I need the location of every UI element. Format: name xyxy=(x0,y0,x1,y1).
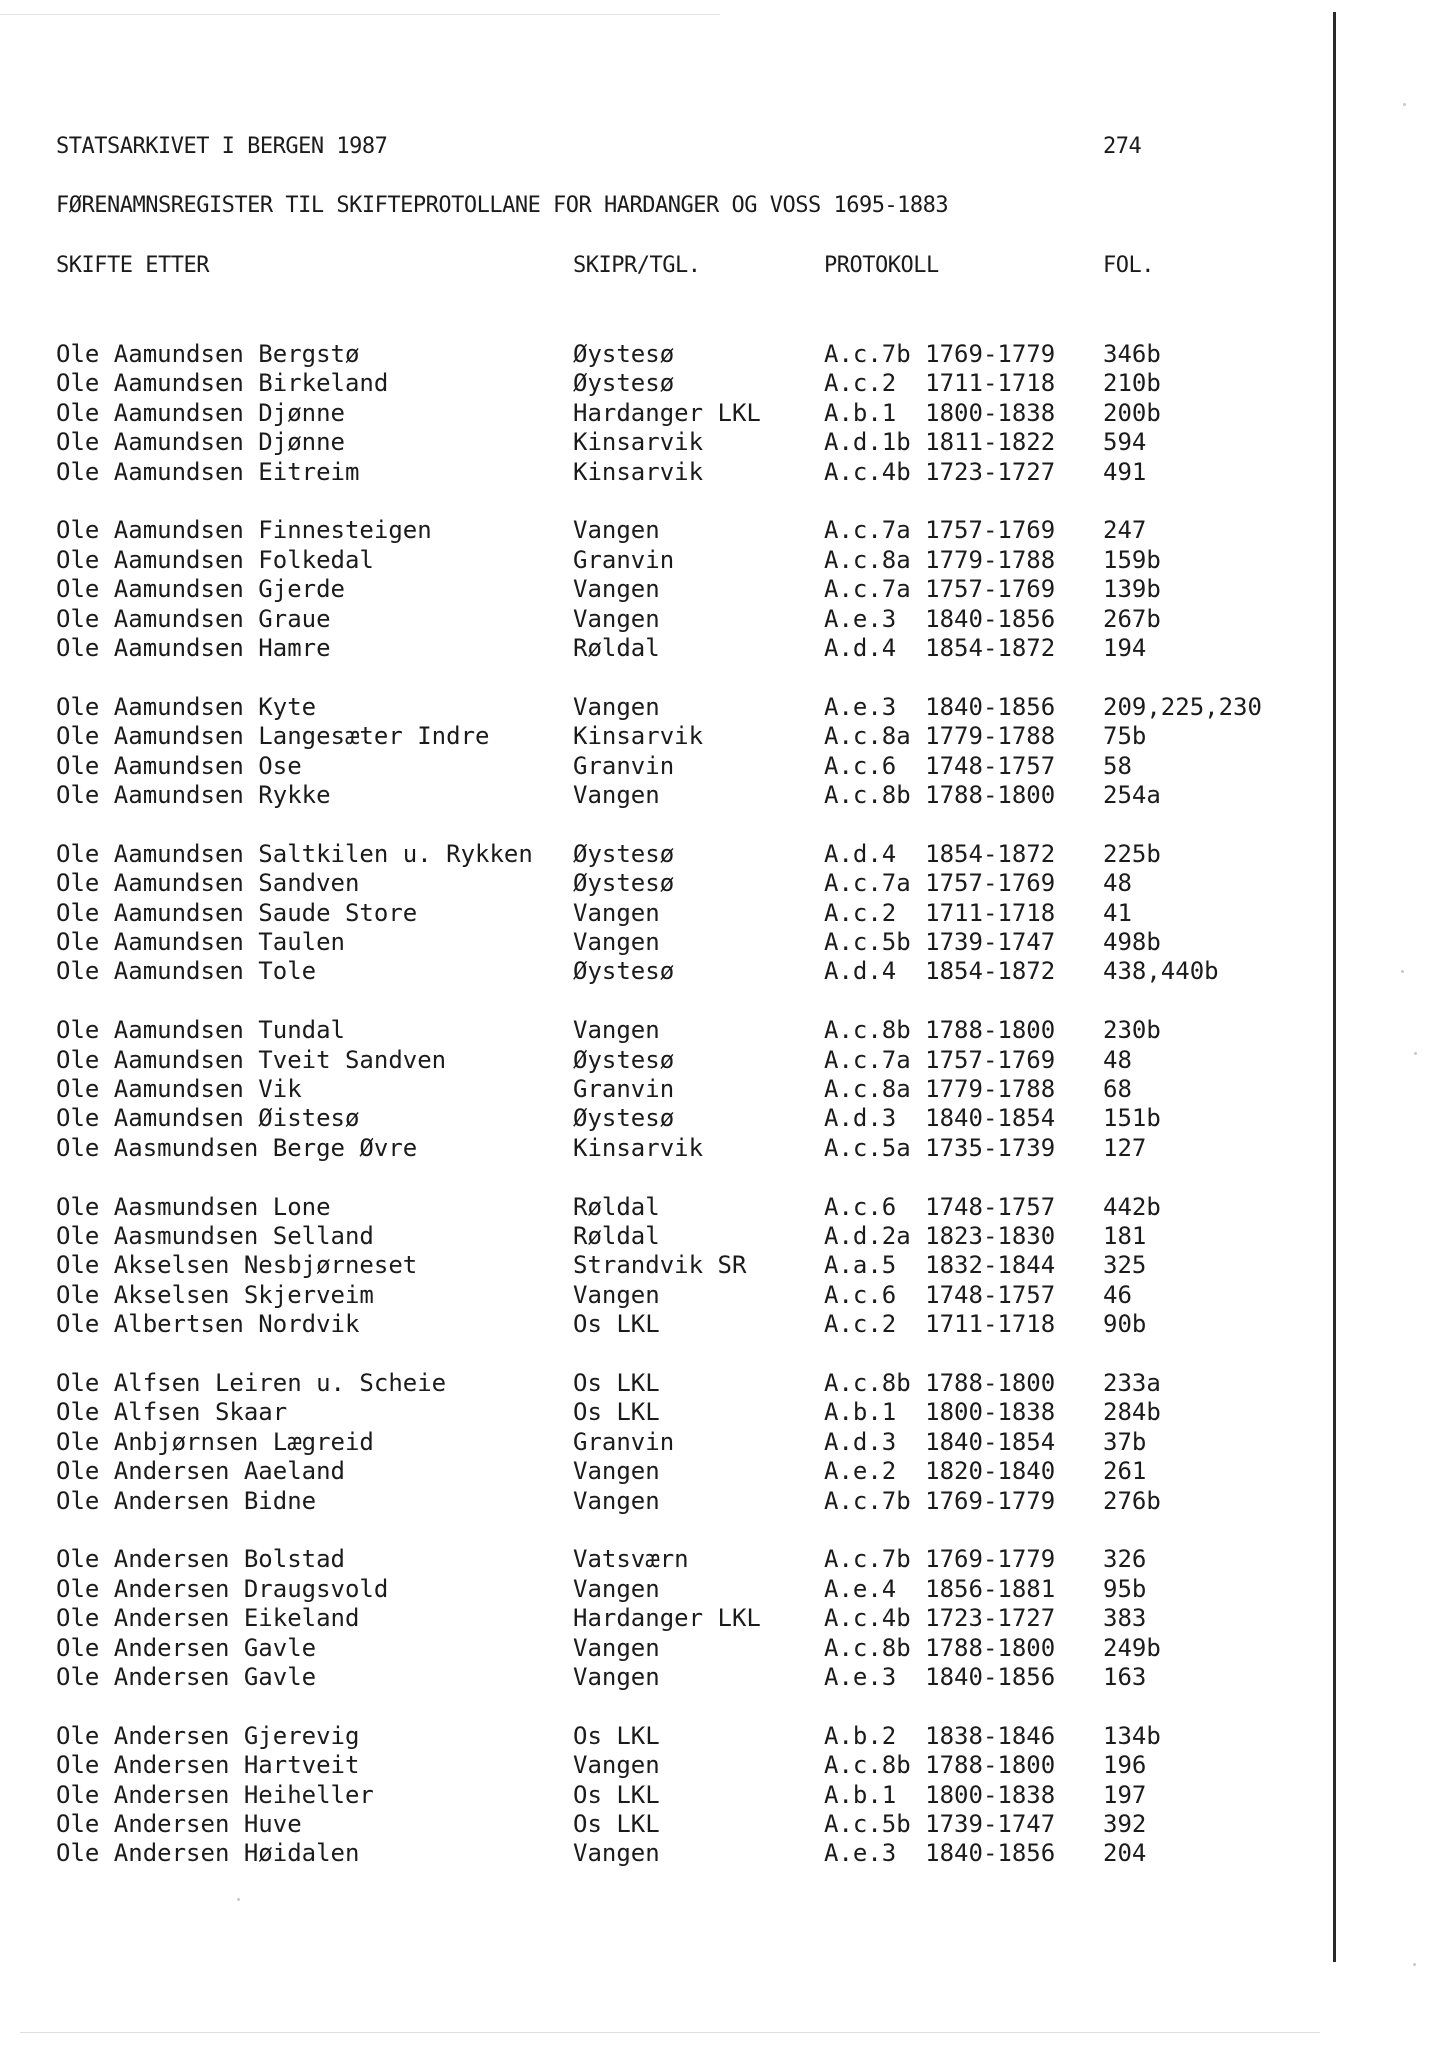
page-number: 274 xyxy=(1103,134,1142,159)
entry-court: Vangen xyxy=(573,1457,660,1485)
entry-court: Os LKL xyxy=(573,1781,660,1809)
entry-name: Ole Andersen Hartveit xyxy=(56,1751,360,1779)
entry-folio: 225b xyxy=(1103,840,1161,868)
entry-protocol: A.c.5b 1739-1747 xyxy=(824,928,1056,956)
entry-protocol: A.c.8b 1788-1800 xyxy=(824,1016,1056,1044)
entry-name: Ole Akselsen Nesbjørneset xyxy=(56,1251,418,1279)
entry-court: Vangen xyxy=(573,899,660,927)
entry-protocol: A.e.3 1840-1856 xyxy=(824,693,1056,721)
register-row xyxy=(0,1398,1320,1427)
entry-folio: 438,440b xyxy=(1103,957,1219,985)
register-row xyxy=(0,1545,1320,1574)
entry-folio: 233a xyxy=(1103,1369,1161,1397)
archive-heading: STATSARKIVET I BERGEN 1987 xyxy=(56,134,388,159)
entry-court: Granvin xyxy=(573,546,675,574)
entry-name: Ole Aamundsen Øistesø xyxy=(56,1104,360,1132)
entry-protocol: A.c.7a 1757-1769 xyxy=(824,1046,1056,1074)
register-row xyxy=(0,634,1320,663)
register-row xyxy=(0,899,1320,928)
entry-name: Ole Andersen Heiheller xyxy=(56,1781,374,1809)
entry-folio: 75b xyxy=(1103,722,1147,750)
scan-speck xyxy=(1413,1963,1416,1966)
entry-protocol: A.c.7b 1769-1779 xyxy=(824,340,1056,368)
entry-protocol: A.e.3 1840-1856 xyxy=(824,605,1056,633)
entry-folio: 392 xyxy=(1103,1810,1147,1838)
entry-protocol: A.b.1 1800-1838 xyxy=(824,1398,1056,1426)
entry-folio: 58 xyxy=(1103,752,1132,780)
entry-court: Øystesø xyxy=(573,369,675,397)
entry-name: Ole Aamundsen Taulen xyxy=(56,928,345,956)
entry-protocol: A.e.4 1856-1881 xyxy=(824,1575,1056,1603)
entry-court: Vangen xyxy=(573,1634,660,1662)
entry-name: Ole Andersen Gavle xyxy=(56,1663,317,1691)
entry-folio: 594 xyxy=(1103,428,1147,456)
entry-protocol: A.c.6 1748-1757 xyxy=(824,752,1056,780)
entry-court: Vangen xyxy=(573,1016,660,1044)
column-header-folio: FOL. xyxy=(1103,253,1154,278)
entry-folio: 210b xyxy=(1103,369,1161,397)
entry-court: Granvin xyxy=(573,752,675,780)
entry-court: Røldal xyxy=(573,1193,660,1221)
entry-folio: 254a xyxy=(1103,781,1161,809)
entry-name: Ole Aasmundsen Selland xyxy=(56,1222,374,1250)
entry-protocol: A.c.8a 1779-1788 xyxy=(824,546,1056,574)
entry-protocol: A.c.4b 1723-1727 xyxy=(824,1604,1056,1632)
entry-name: Ole Aamundsen Birkeland xyxy=(56,369,389,397)
entry-name: Ole Aamundsen Ose xyxy=(56,752,302,780)
entry-name: Ole Anbjørnsen Lægreid xyxy=(56,1428,374,1456)
entry-protocol: A.e.2 1820-1840 xyxy=(824,1457,1056,1485)
register-row xyxy=(0,1781,1320,1810)
entry-protocol: A.d.2a 1823-1830 xyxy=(824,1222,1056,1250)
register-row xyxy=(0,1193,1320,1222)
entry-folio: 200b xyxy=(1103,399,1161,427)
entry-protocol: A.c.8b 1788-1800 xyxy=(824,781,1056,809)
entry-court: Vangen xyxy=(573,516,660,544)
entry-protocol: A.e.3 1840-1856 xyxy=(824,1839,1056,1867)
entry-protocol: A.c.7a 1757-1769 xyxy=(824,869,1056,897)
entry-court: Granvin xyxy=(573,1428,675,1456)
entry-name: Ole Andersen Høidalen xyxy=(56,1839,360,1867)
column-header-court: SKIPR/TGL. xyxy=(573,253,701,278)
entry-protocol: A.c.4b 1723-1727 xyxy=(824,458,1056,486)
entry-protocol: A.d.4 1854-1872 xyxy=(824,957,1056,985)
entry-name: Ole Andersen Huve xyxy=(56,1810,302,1838)
entry-folio: 267b xyxy=(1103,605,1161,633)
entry-court: Kinsarvik xyxy=(573,722,704,750)
register-row xyxy=(0,1075,1320,1104)
register-row xyxy=(0,1722,1320,1751)
entry-protocol: A.c.2 1711-1718 xyxy=(824,1310,1056,1338)
entry-protocol: A.c.6 1748-1757 xyxy=(824,1281,1056,1309)
entry-name: Ole Andersen Bidne xyxy=(56,1487,317,1515)
register-row xyxy=(0,369,1320,398)
entry-name: Ole Aamundsen Eitreim xyxy=(56,458,360,486)
register-row xyxy=(0,458,1320,487)
entry-protocol: A.c.7a 1757-1769 xyxy=(824,516,1056,544)
entry-court: Øystesø xyxy=(573,1104,675,1132)
entry-folio: 159b xyxy=(1103,546,1161,574)
entry-protocol: A.a.5 1832-1844 xyxy=(824,1251,1056,1279)
register-row xyxy=(0,399,1320,428)
entry-court: Kinsarvik xyxy=(573,1134,704,1162)
entry-folio: 383 xyxy=(1103,1604,1147,1632)
entry-court: Øystesø xyxy=(573,840,675,868)
register-row xyxy=(0,752,1320,781)
register-row xyxy=(0,1310,1320,1339)
entry-name: Ole Alfsen Leiren u. Scheie xyxy=(56,1369,447,1397)
register-row xyxy=(0,1634,1320,1663)
entry-court: Vangen xyxy=(573,1575,660,1603)
entry-folio: 498b xyxy=(1103,928,1161,956)
entry-name: Ole Aasmundsen Berge Øvre xyxy=(56,1134,418,1162)
entry-name: Ole Aamundsen Saltkilen u. Rykken xyxy=(56,840,533,868)
entry-folio: 230b xyxy=(1103,1016,1161,1044)
entry-folio: 249b xyxy=(1103,1634,1161,1662)
register-row xyxy=(0,781,1320,810)
register-row xyxy=(0,1428,1320,1457)
entry-folio: 284b xyxy=(1103,1398,1161,1426)
column-header-name: SKIFTE ETTER xyxy=(56,253,209,278)
entry-protocol: A.d.3 1840-1854 xyxy=(824,1104,1056,1132)
entry-court: Vangen xyxy=(573,781,660,809)
entry-protocol: A.c.2 1711-1718 xyxy=(824,369,1056,397)
entry-folio: 163 xyxy=(1103,1663,1147,1691)
register-row xyxy=(0,1810,1320,1839)
entry-name: Ole Aamundsen Folkedal xyxy=(56,546,374,574)
entry-name: Ole Andersen Gjerevig xyxy=(56,1722,360,1750)
entry-name: Ole Aamundsen Tundal xyxy=(56,1016,345,1044)
register-row xyxy=(0,693,1320,722)
entry-folio: 68 xyxy=(1103,1075,1132,1103)
entry-court: Øystesø xyxy=(573,957,675,985)
entry-court: Øystesø xyxy=(573,869,675,897)
entry-folio: 48 xyxy=(1103,1046,1132,1074)
entry-name: Ole Akselsen Skjerveim xyxy=(56,1281,374,1309)
entry-court: Os LKL xyxy=(573,1398,660,1426)
entry-name: Ole Aamundsen Langesæter Indre xyxy=(56,722,490,750)
entry-court: Hardanger LKL xyxy=(573,1604,761,1632)
register-row xyxy=(0,428,1320,457)
entry-folio: 209,225,230 xyxy=(1103,693,1262,721)
register-row xyxy=(0,928,1320,957)
register-row xyxy=(0,1369,1320,1398)
entry-name: Ole Aamundsen Saude Store xyxy=(56,899,418,927)
scan-edge-top xyxy=(0,14,720,15)
entry-folio: 204 xyxy=(1103,1839,1147,1867)
entry-court: Øystesø xyxy=(573,340,675,368)
entry-protocol: A.c.8a 1779-1788 xyxy=(824,722,1056,750)
entry-protocol: A.c.8b 1788-1800 xyxy=(824,1751,1056,1779)
entry-name: Ole Aamundsen Finnesteigen xyxy=(56,516,432,544)
entry-folio: 197 xyxy=(1103,1781,1147,1809)
entry-folio: 346b xyxy=(1103,340,1161,368)
entry-folio: 247 xyxy=(1103,516,1147,544)
entry-name: Ole Aamundsen Gjerde xyxy=(56,575,345,603)
register-row xyxy=(0,340,1320,369)
entry-protocol: A.d.4 1854-1872 xyxy=(824,840,1056,868)
entry-court: Vangen xyxy=(573,1281,660,1309)
entry-court: Os LKL xyxy=(573,1369,660,1397)
register-row xyxy=(0,1281,1320,1310)
entry-name: Ole Andersen Eikeland xyxy=(56,1604,360,1632)
entry-folio: 261 xyxy=(1103,1457,1147,1485)
register-row xyxy=(0,840,1320,869)
register-row xyxy=(0,957,1320,986)
entry-protocol: A.c.7b 1769-1779 xyxy=(824,1487,1056,1515)
scan-speck xyxy=(1403,103,1406,106)
entry-folio: 326 xyxy=(1103,1545,1147,1573)
entry-folio: 151b xyxy=(1103,1104,1161,1132)
page-fold-rule xyxy=(1333,12,1336,1962)
entry-court: Os LKL xyxy=(573,1810,660,1838)
entry-folio: 194 xyxy=(1103,634,1147,662)
entry-protocol: A.c.7a 1757-1769 xyxy=(824,575,1056,603)
entry-protocol: A.c.8a 1779-1788 xyxy=(824,1075,1056,1103)
entry-court: Kinsarvik xyxy=(573,428,704,456)
entry-court: Kinsarvik xyxy=(573,458,704,486)
entry-court: Vangen xyxy=(573,1839,660,1867)
entry-court: Øystesø xyxy=(573,1046,675,1074)
entry-protocol: A.c.8b 1788-1800 xyxy=(824,1369,1056,1397)
entry-folio: 41 xyxy=(1103,899,1132,927)
scan-speck xyxy=(237,1898,240,1901)
entry-protocol: A.b.1 1800-1838 xyxy=(824,1781,1056,1809)
entry-protocol: A.c.7b 1769-1779 xyxy=(824,1545,1056,1573)
register-row xyxy=(0,1457,1320,1486)
entry-court: Os LKL xyxy=(573,1310,660,1338)
entry-name: Ole Aamundsen Rykke xyxy=(56,781,331,809)
register-row xyxy=(0,722,1320,751)
entry-court: Granvin xyxy=(573,1075,675,1103)
register-row xyxy=(0,546,1320,575)
entry-name: Ole Alfsen Skaar xyxy=(56,1398,288,1426)
entry-folio: 325 xyxy=(1103,1251,1147,1279)
register-row xyxy=(0,605,1320,634)
entry-folio: 46 xyxy=(1103,1281,1132,1309)
entry-court: Os LKL xyxy=(573,1722,660,1750)
entry-name: Ole Aamundsen Bergstø xyxy=(56,340,360,368)
entry-folio: 139b xyxy=(1103,575,1161,603)
register-row xyxy=(0,1104,1320,1133)
entry-protocol: A.d.3 1840-1854 xyxy=(824,1428,1056,1456)
register-row xyxy=(0,1251,1320,1280)
entry-protocol: A.c.8b 1788-1800 xyxy=(824,1634,1056,1662)
register-row xyxy=(0,516,1320,545)
entry-name: Ole Aamundsen Kyte xyxy=(56,693,317,721)
entry-court: Vatsværn xyxy=(573,1545,689,1573)
entry-protocol: A.b.1 1800-1838 xyxy=(824,399,1056,427)
entry-name: Ole Aamundsen Vik xyxy=(56,1075,302,1103)
entry-name: Ole Andersen Gavle xyxy=(56,1634,317,1662)
register-row xyxy=(0,1604,1320,1633)
entry-name: Ole Aamundsen Djønne xyxy=(56,399,345,427)
entry-name: Ole Andersen Draugsvold xyxy=(56,1575,389,1603)
register-row xyxy=(0,1839,1320,1868)
register-row xyxy=(0,869,1320,898)
entry-name: Ole Aamundsen Graue xyxy=(56,605,331,633)
register-row xyxy=(0,1487,1320,1516)
entry-court: Vangen xyxy=(573,928,660,956)
entry-folio: 491 xyxy=(1103,458,1147,486)
entry-protocol: A.c.2 1711-1718 xyxy=(824,899,1056,927)
register-row xyxy=(0,1134,1320,1163)
entry-folio: 95b xyxy=(1103,1575,1147,1603)
entry-court: Vangen xyxy=(573,1487,660,1515)
entry-name: Ole Aamundsen Djønne xyxy=(56,428,345,456)
entry-name: Ole Aamundsen Tveit Sandven xyxy=(56,1046,447,1074)
register-row xyxy=(0,1575,1320,1604)
entry-name: Ole Andersen Bolstad xyxy=(56,1545,345,1573)
entry-name: Ole Aamundsen Hamre xyxy=(56,634,331,662)
entry-folio: 442b xyxy=(1103,1193,1161,1221)
register-row xyxy=(0,1016,1320,1045)
entry-folio: 134b xyxy=(1103,1722,1161,1750)
entry-folio: 48 xyxy=(1103,869,1132,897)
entry-court: Vangen xyxy=(573,1663,660,1691)
entry-protocol: A.c.5a 1735-1739 xyxy=(824,1134,1056,1162)
register-row xyxy=(0,575,1320,604)
entry-court: Vangen xyxy=(573,575,660,603)
entry-protocol: A.b.2 1838-1846 xyxy=(824,1722,1056,1750)
entry-name: Ole Albertsen Nordvik xyxy=(56,1310,360,1338)
entry-name: Ole Aamundsen Tole xyxy=(56,957,317,985)
entry-court: Røldal xyxy=(573,634,660,662)
entry-court: Hardanger LKL xyxy=(573,399,761,427)
entry-name: Ole Andersen Aaeland xyxy=(56,1457,345,1485)
entry-court: Vangen xyxy=(573,1751,660,1779)
entry-folio: 181 xyxy=(1103,1222,1147,1250)
entry-protocol: A.e.3 1840-1856 xyxy=(824,1663,1056,1691)
entry-folio: 196 xyxy=(1103,1751,1147,1779)
entry-folio: 127 xyxy=(1103,1134,1147,1162)
entry-folio: 90b xyxy=(1103,1310,1147,1338)
entry-protocol: A.d.1b 1811-1822 xyxy=(824,428,1056,456)
scan-edge-bottom xyxy=(20,2032,1320,2033)
register-row xyxy=(0,1751,1320,1780)
entry-folio: 37b xyxy=(1103,1428,1147,1456)
scan-speck xyxy=(1414,1052,1417,1055)
register-row xyxy=(0,1663,1320,1692)
entry-protocol: A.c.6 1748-1757 xyxy=(824,1193,1056,1221)
entry-name: Ole Aasmundsen Lone xyxy=(56,1193,331,1221)
entry-court: Strandvik SR xyxy=(573,1251,747,1279)
entry-court: Vangen xyxy=(573,693,660,721)
register-row xyxy=(0,1046,1320,1075)
register-row xyxy=(0,1222,1320,1251)
entry-court: Røldal xyxy=(573,1222,660,1250)
entry-protocol: A.d.4 1854-1872 xyxy=(824,634,1056,662)
entry-name: Ole Aamundsen Sandven xyxy=(56,869,360,897)
entry-court: Vangen xyxy=(573,605,660,633)
register-title: FØRENAMNSREGISTER TIL SKIFTEPROTOLLANE FOR HARDANGER OG VOSS 1695-1883 xyxy=(56,193,949,218)
scan-speck xyxy=(1401,970,1404,973)
entry-protocol: A.c.5b 1739-1747 xyxy=(824,1810,1056,1838)
column-header-protocol: PROTOKOLL xyxy=(824,253,939,278)
entry-folio: 276b xyxy=(1103,1487,1161,1515)
